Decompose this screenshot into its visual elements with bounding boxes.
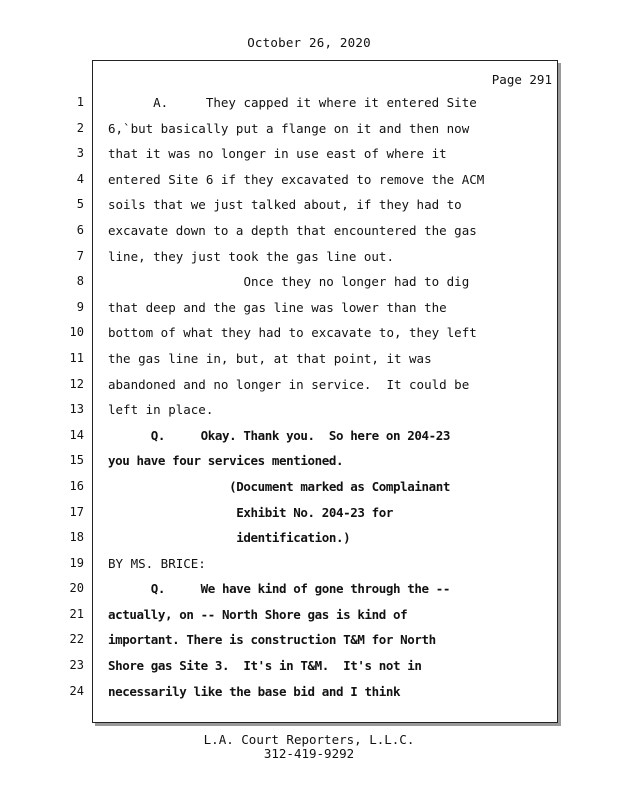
line-number: 1 [76, 95, 84, 109]
line-number: 22 [69, 632, 84, 647]
transcript-line: (Document marked as Complainant [108, 478, 451, 494]
transcript-line: important. There is construction T&M for North [108, 632, 436, 648]
transcript-line: BY MS. BRICE: [108, 555, 206, 571]
line-number: 13 [69, 402, 84, 417]
line-number: 19 [69, 555, 84, 570]
footer-phone: 312-419-9292 [263, 746, 355, 761]
line-number: 24 [69, 683, 84, 698]
line-number: 16 [69, 478, 84, 493]
transcript-line: Shore gas Site 3. It's in T&M. It's not in [108, 658, 422, 674]
line-number: 15 [69, 453, 84, 468]
line-number: 4 [76, 171, 84, 186]
line-number: 18 [69, 530, 84, 545]
transcript-line: 6,`but basically put a flange on it and then now [108, 120, 470, 136]
line-number: 23 [69, 658, 84, 673]
line-number: 6 [76, 222, 84, 237]
transcript-line: that deep and the gas line was lower than the [108, 299, 447, 315]
line-number-column [60, 90, 84, 704]
line-number: 7 [76, 248, 84, 263]
transcript-line: abandoned and no longer in service. It could be [108, 376, 470, 392]
transcript-line: the gas line in, but, at that point, it was [108, 350, 432, 366]
transcript-body [108, 90, 548, 704]
transcript-line: A. They capped it where it entered Site [108, 95, 477, 110]
transcript-line: that it was no longer in use east of where it [108, 146, 447, 162]
line-number: 14 [69, 427, 84, 442]
transcript-line: Exhibit No. 204-23 for [108, 504, 394, 520]
transcript-line: left in place. [108, 402, 214, 418]
transcript-line: soils that we just talked about, if they had to [108, 197, 462, 213]
line-number: 10 [69, 325, 84, 340]
footer [0, 733, 618, 761]
transcript-line: necessarily like the base bid and I think [108, 683, 401, 699]
transcript-line: line, they just took the gas line out. [108, 248, 394, 264]
line-number: 9 [76, 299, 84, 314]
transcript-line: Q. We have kind of gone through the -- [108, 581, 451, 597]
transcript-line: actually, on -- North Shore gas is kind of [108, 606, 408, 622]
transcript-line: bottom of what they had to excavate to, they left [108, 325, 477, 341]
header-date: October 26, 2020 [247, 35, 371, 50]
page-number: Page 291 [491, 72, 552, 87]
transcript-line: entered Site 6 if they excavated to remove the ACM [108, 171, 485, 187]
line-number: 5 [76, 197, 84, 212]
line-number: 8 [76, 274, 84, 289]
transcript-line: excavate down to a depth that encountered the gas [108, 222, 477, 238]
footer-company: L.A. Court Reporters, L.L.C. [203, 732, 415, 747]
transcript-line: Q. Okay. Thank you. So here on 204-23 [108, 427, 451, 443]
line-number: 21 [69, 606, 84, 621]
line-number: 3 [76, 146, 84, 161]
line-number: 20 [69, 581, 84, 596]
transcript-line: you have four services mentioned. [108, 453, 344, 469]
line-number: 2 [76, 120, 84, 135]
line-number: 11 [69, 350, 84, 365]
line-number: 17 [69, 504, 84, 519]
transcript-line: Once they no longer had to dig [108, 274, 470, 290]
line-number: 12 [69, 376, 84, 391]
transcript-line: identification.) [108, 530, 351, 546]
